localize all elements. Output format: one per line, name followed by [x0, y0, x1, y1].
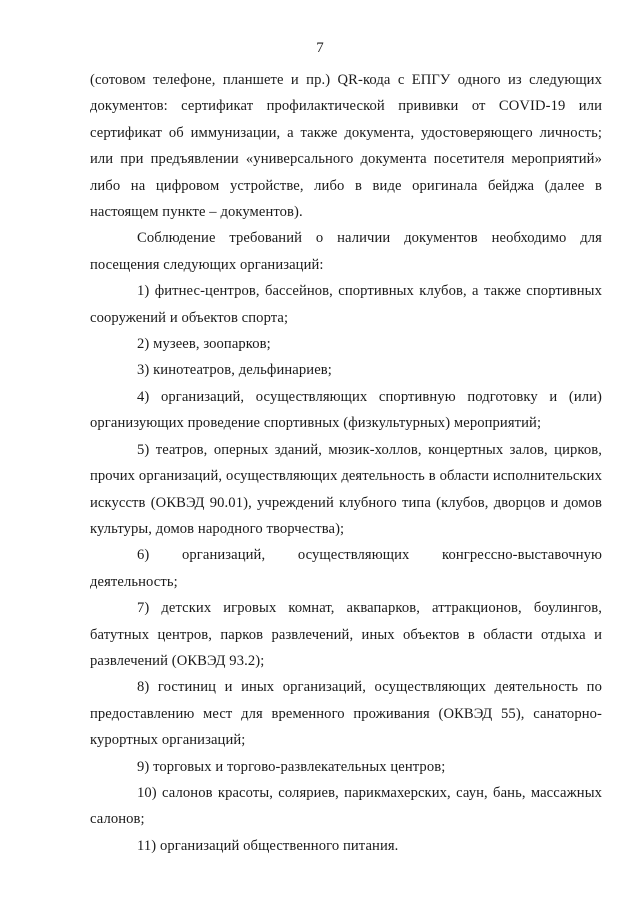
- list-item-7: 7) детских игровых комнат, аквапарков, аттракционов, боулингов, батутных центров, парков развлечений, иных объектов в области отдыха и развлечений (ОКВЭД 93.2);: [90, 600, 602, 669]
- list-item-2: 2) музеев, зоопарков;: [137, 336, 271, 353]
- page-number: 7: [316, 40, 324, 56]
- list-item-11: 11) организаций общественного питания.: [137, 837, 399, 854]
- list-item-5: 5) театров, оперных зданий, мюзик-холлов, концертных залов, цирков, прочих организаций, осуществляющих деятельность в области исполнительских искусств (ОКВЭД 90.01), учреждений клубного типа (клубов, дворцов и домов культуры, домов народного творчества);: [90, 441, 602, 537]
- list-item-8: 8) гостиниц и иных организаций, осуществляющих деятельность по предоставлению мест для временного проживания (ОКВЭД 55), санаторно-курортных организаций;: [90, 679, 602, 749]
- paragraph-requirements-intro: Соблюдение требований о наличии документов необходимо для посещения следующих организаций:: [90, 230, 602, 273]
- list-item-9: 9) торговых и торгово-развлекательных центров;: [137, 758, 446, 775]
- list-item-1: 1) фитнес-центров, бассейнов, спортивных клубов, а также спортивных сооружений и объектов спорта;: [90, 283, 602, 326]
- list-item-4: 4) организаций, осуществляющих спортивную подготовку и (или) организующих проведение спортивных (физкультурных) мероприятий;: [90, 388, 602, 432]
- paragraph-continuation: (сотовом телефоне, планшете и пр.) QR-кода с ЕПГУ одного из следующих документов: сертификат профилактической прививки от COVID-19 или сертификат об иммунизации, а также документа, удостоверяющего личность; или при предъявлении «универсального документа посетителя мероприятий» либо на цифровом устройстве, либо в виде оригинала бейджа (далее в настоящем пункте – документов).: [90, 72, 602, 221]
- list-item-10: 10) салонов красоты, соляриев, парикмахерских, саун, бань, массажных салонов;: [90, 784, 602, 828]
- document-body: [90, 67, 602, 859]
- list-item-3: 3) кинотеатров, дельфинариев;: [137, 362, 332, 379]
- list-item-6: 6) организаций, осуществляющих конгрессно-выставочную деятельность;: [90, 547, 602, 590]
